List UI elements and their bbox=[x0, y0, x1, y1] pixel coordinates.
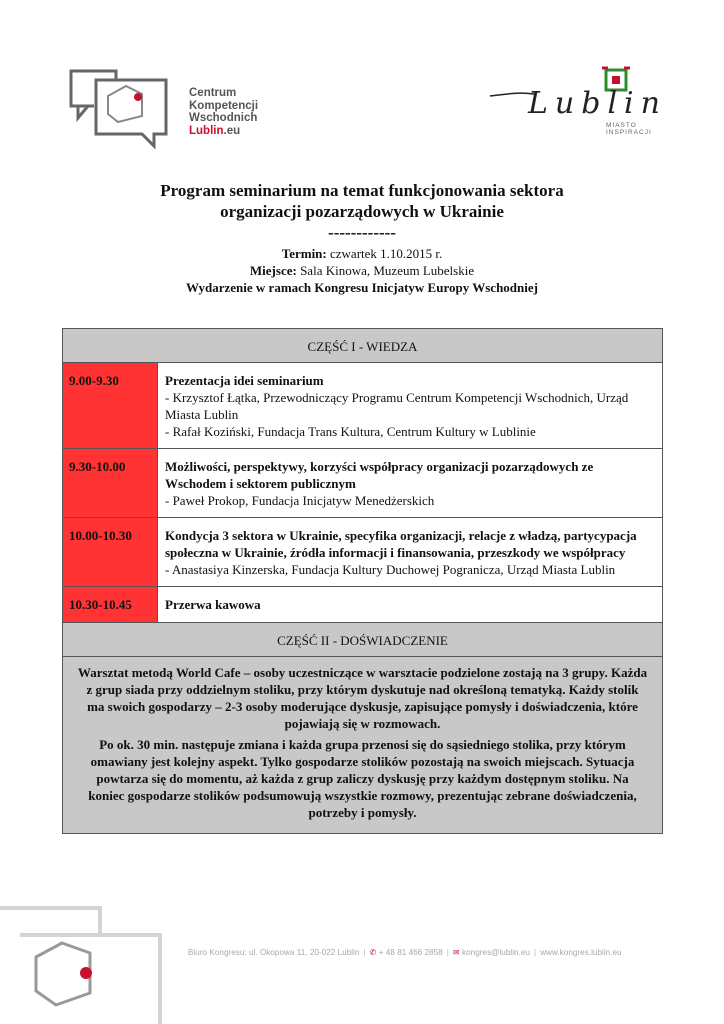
ckw-logo-text: Centrum Kompetencji Wschodnich Lublin.eu bbox=[189, 87, 259, 137]
table-row: 10.30-10.45 Przerwa kawowa bbox=[63, 587, 663, 623]
email-icon: ✉ bbox=[452, 948, 460, 957]
section1-header: CZĘŚĆ I - WIEDZA bbox=[63, 329, 663, 363]
lublin-tagline: MIASTO INSPIRACJI bbox=[606, 122, 652, 136]
footer-bubble-art bbox=[0, 905, 170, 1024]
section2-description: Warsztat metodą World Cafe – osoby uczestniczące w warsztacie podzielone zostają na 3 grupy. Każda z grup siada przy oddzielnym stoliku, przy którym dyskutuje nad określoną tematyką. Każdy stolik ma swoich gospodarzy – 2-3 osoby moderujące dyskusje, zapisujące pomysły i doświadczenia, które pojawiają się w rozmowach. Po ok. 30 min. następuje zmiana i każda grupa przenosi się do sąsiedniego stolika, przy którym omawiany jest kolejny aspekt. Tylko gospodarze stolików pozostają na swoich miejscach. Sytuacja powtarza się do momentu, aż każda z grup zaliczy dyskusję przy każdym dostępnym stoliku. Na koniec gospodarze stolików podsumowują wszystkie rozmowy, prezentując zebrane doświadczenia, potrzeby i pomysły. bbox=[63, 657, 663, 834]
footer-email[interactable]: kongres@lublin.eu bbox=[462, 948, 530, 957]
footer-contact: Biuro Kongresu: ul. Okopowa 11, 20-022 Lublin | ✆ + 48 81 466 2858 | ✉ kongres@lublin.eu | www.kongres.lublin.eu bbox=[188, 948, 622, 957]
program-table bbox=[62, 328, 663, 834]
table-row: 9.00-9.30 Prezentacja idei seminarium - Krzysztof Łątka, Przewodniczący Programu Centrum Kompetencji Wschodnich, Urząd Miasta Lublin - Rafał Koziński, Fundacja Trans Kultura, Centrum Kultury w Lublinie bbox=[63, 363, 663, 449]
phone-icon: ✆ bbox=[369, 948, 377, 957]
section2-header: CZĘŚĆ II - DOŚWIADCZENIE bbox=[63, 623, 663, 657]
lublin-wordmark: Lublin bbox=[528, 86, 667, 121]
footer-website[interactable]: www.kongres.lublin.eu bbox=[540, 948, 622, 957]
table-row: 9.30-10.00 Możliwości, perspektywy, korzyści współpracy organizacji pozarządowych ze Wschodem i sektorem publicznym - Paweł Prokop, Fundacja Inicjatyw Menedżerskich bbox=[63, 449, 663, 518]
event-info: Termin: czwartek 1.10.2015 r. Miejsce: Sala Kinowa, Muzeum Lubelskie Wydarzenie w ramach Kongresu Inicjatyw Europy Wschodniej bbox=[186, 246, 538, 295]
speech-bubbles-icon bbox=[66, 66, 186, 150]
ckw-logo bbox=[66, 66, 266, 150]
page-title: Program seminarium na temat funkcjonowania sektora organizacji pozarządowych w Ukrainie ------------ bbox=[160, 181, 564, 242]
table-row: 10.00-10.30 Kondycja 3 sektora w Ukrainie, specyfika organizacji, relacje z władzą, partycypacja społeczna w Ukrainie, źródła informacji i finansowania, przeszkody we współpracy - Anastasiya Kinzerska, Fundacja Kultury Duchowej Pogranicza, Urząd Miasta Lublin bbox=[63, 518, 663, 587]
lublin-logo bbox=[488, 66, 668, 136]
